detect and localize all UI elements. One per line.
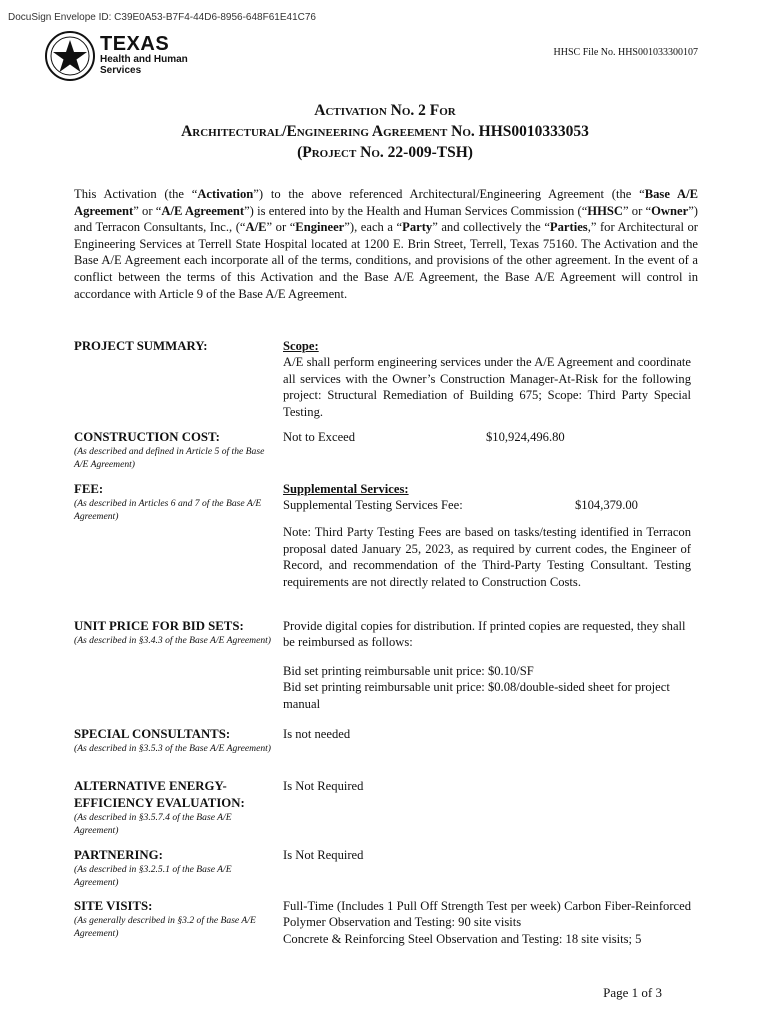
special-consultants-value [283, 726, 691, 742]
fee-sub: (As described in Articles 6 and 7 of the Base A/E Agreement) [74, 498, 262, 522]
partnering-value [283, 847, 691, 863]
site-visits-text-2: Concrete & Reinforcing Steel Observation and Testing: 18 site visits; 5 [283, 931, 642, 946]
logo-line2: Health and Human [100, 54, 188, 65]
docusign-envelope-id: DocuSign Envelope ID: C39E0A53-B7F4-44D6-8956-648F61E41C76 [8, 12, 316, 23]
alt-energy-text: Is Not Required [283, 779, 364, 793]
project-summary-label: PROJECT SUMMARY: [74, 339, 208, 353]
scope-heading: Scope: [283, 339, 319, 353]
page-number: Page 1 of 3 [603, 985, 662, 1000]
special-consultants-sub: (As described in §3.5.3 of the Base A/E Agreement) [74, 743, 271, 754]
unit-price-sub: (As described in §3.4.3 of the Base A/E Agreement) [74, 635, 271, 646]
unit-price-value [283, 618, 691, 712]
construction-cost-text: Not to Exceed [283, 430, 356, 444]
unit-price-line-2: Bid set printing reimbursable unit price: $0.08/double-sided sheet for project manual [283, 680, 670, 711]
alt-energy-value [283, 778, 691, 794]
logo-line3: Services [100, 65, 142, 76]
fee-note: Note: Third Party Testing Fees are based on tasks/testing identified in Terracon proposal dated January 25, 2023, as required by current codes, the Engineer of Record, and recommendation of the Third-Party Testing Consultant. Testing requirements are not directly related to Construction Costs. [283, 525, 691, 589]
fee-item: Supplemental Testing Services Fee: [283, 498, 463, 513]
document-title [0, 100, 770, 163]
site-visits-label-block [74, 898, 274, 940]
unit-price-text: Provide digital copies for distribution. If printed copies are requested, they shall be reimbursed as follows: [283, 619, 686, 650]
texas-seal-icon [44, 30, 96, 82]
unit-price-line-1: Bid set printing reimbursable unit price: $0.10/SF [283, 663, 534, 678]
special-consultants-label: SPECIAL CONSULTANTS: [74, 727, 231, 741]
alt-energy-label-block [74, 778, 274, 837]
site-visits-label: SITE VISITS: [74, 899, 153, 913]
title-line-2: Architectural/Engineering Agreement No. HHS0010333053 [181, 123, 589, 140]
logo-texas: TEXAS [100, 33, 170, 55]
site-visits-sub: (As generally described in §3.2 of the Base A/E Agreement) [74, 915, 256, 939]
partnering-text: Is Not Required [283, 848, 364, 862]
hhs-logo [44, 30, 214, 86]
construction-cost-label: CONSTRUCTION COST: [74, 430, 220, 444]
fee-value [283, 481, 691, 590]
partnering-label: PARTNERING: [74, 848, 163, 862]
unit-price-label: UNIT PRICE FOR BID SETS: [74, 619, 244, 633]
alt-energy-label: ALTERNATIVE ENERGY-EFFICIENCY EVALUATION: [74, 779, 245, 810]
logo-text [100, 34, 188, 76]
construction-cost-sub: (As described and defined in Article 5 of the Base A/E Agreement) [74, 446, 265, 470]
fee-label: FEE: [74, 482, 104, 496]
hhsc-file-number: HHSC File No. HHS001033300107 [553, 47, 698, 58]
construction-cost-value [283, 429, 691, 446]
title-line-1: Activation No. 2 For [314, 102, 456, 119]
site-visits-value [283, 898, 691, 947]
partnering-label-block [74, 847, 274, 889]
construction-cost-pair [283, 429, 691, 446]
project-summary-label-block [74, 338, 274, 355]
fee-pair [283, 497, 691, 514]
site-visits-text: Full-Time (Includes 1 Pull Off Strength Test per week) Carbon Fiber-Reinforced Polymer Observation and Testing: 90 site visits [283, 899, 691, 930]
alt-energy-sub: (As described in §3.5.7.4 of the Base A/E Agreement) [74, 812, 232, 836]
scope-text: A/E shall perform engineering services under the A/E Agreement and coordinate all services with the Owner’s Construction Manager-At-Risk for the following project: Structural Remediation of Building 675; Scope: Third Party Special Testing. [283, 355, 691, 419]
special-consultants-label-block [74, 726, 274, 756]
construction-cost-amount: $10,924,496.80 [486, 430, 565, 444]
special-consultants-text: Is not needed [283, 727, 351, 741]
supplemental-services-heading: Supplemental Services: [283, 482, 409, 496]
partnering-sub: (As described in §3.2.5.1 of the Base A/E Agreement) [74, 864, 232, 888]
intro-paragraph: This Activation (the “Activation”) to the above referenced Architectural/Engineering Agreement (the “Base A/E Agreement” or “A/E Agreement”) is entered into by the Health and Human Services Commission (“HHSC” or “Owner”) and Terracon Consultants, Inc., (“A/E” or “Engineer”), each a “Party” and collectively the “Parties,” for Architectural or Engineering Services at Terrell State Hospital located at 1200 E. Brin Street, Terrell, Texas 75160. The Activation and the Base A/E Agreement each incorporate all of the terms, conditions, and provisions of the other agreement. In the event of a conflict between the terms of this Activation and the Base A/E Agreement, the Base A/E Agreement will control in accordance with Article 9 of the Base A/E Agreement. [74, 187, 698, 301]
project-summary-value [283, 338, 691, 420]
title-line-3: (Project No. 22-009-TSH) [297, 144, 473, 161]
unit-price-label-block [74, 618, 274, 648]
fee-label-block [74, 481, 274, 523]
construction-cost-label-block [74, 429, 274, 471]
fee-amount: $104,379.00 [575, 498, 638, 513]
